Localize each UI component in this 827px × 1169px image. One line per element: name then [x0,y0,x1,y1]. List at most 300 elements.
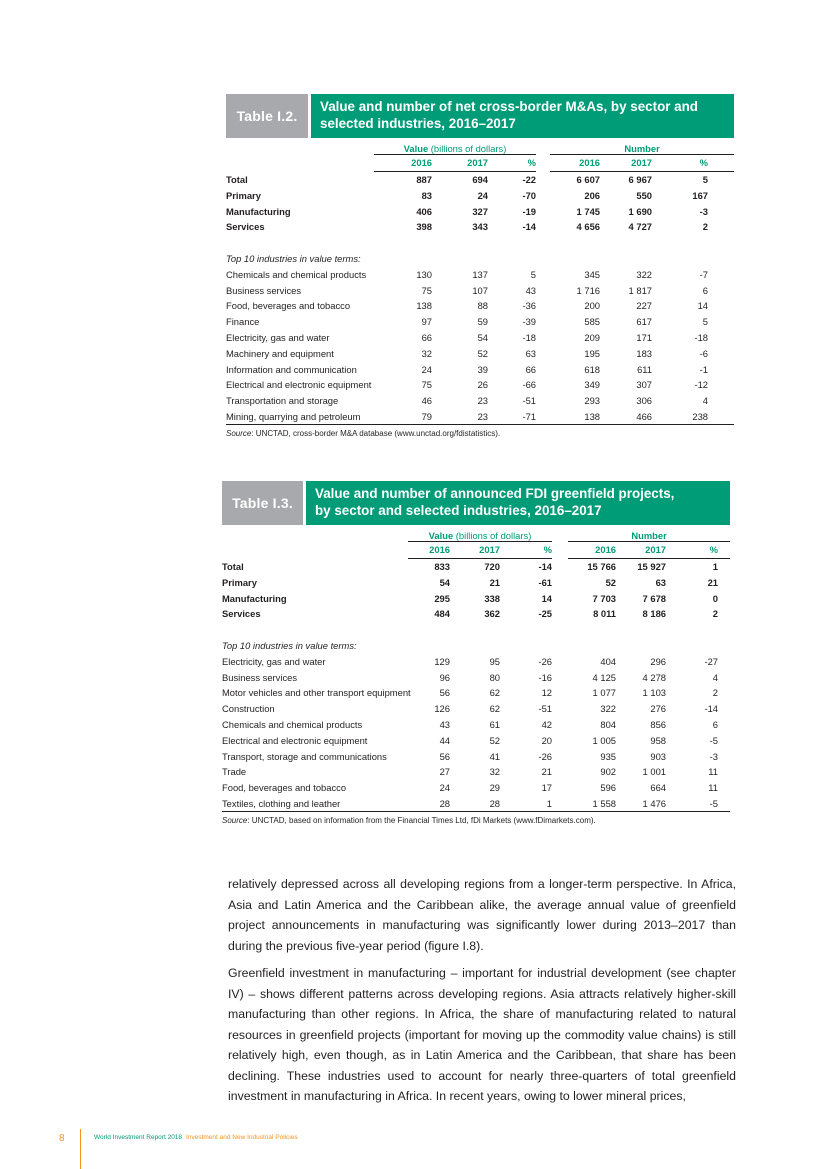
column-group-row [226,138,734,154]
row-end [718,669,730,685]
col-value-2016: 2016 [374,154,432,171]
row-end [718,717,730,733]
industry-row [222,764,730,780]
row-label: Information and communication [226,363,357,375]
table-i2-label: Table I.2. [226,94,308,138]
col-number-2016: 2016 [568,541,616,558]
year-header-row [226,154,734,171]
industry-row [222,748,730,764]
table-cell: 56 [439,687,450,699]
column-gap [552,796,568,812]
row-label: Transportation and storage [226,395,339,407]
table-cell: 14 [697,300,709,312]
industry-row [226,298,734,314]
table-cell: 5 [702,173,709,185]
column-gap [536,266,550,282]
section-label-row [222,638,730,654]
row-label: Business services [222,671,298,683]
col-number-2016: 2016 [550,154,600,171]
body-paragraph-1: relatively depressed across all developing regions from a longer-term perspective. In Africa, Asia and Latin America and the Caribbean alike, the average annual value of greenfield project announcements in manufacturing was significantly lower during 2013–2017 than during the previous five-year period (figure I.8). [228,877,736,953]
body-text [228,874,736,1114]
table-cell: 11 [708,782,719,794]
table-cell: 24 [439,782,450,794]
footer-report-subtitle: Investment and New Industrial Policies [186,1134,298,1141]
table-cell: 0 [712,592,719,604]
table-cell: 7 703 [592,592,617,604]
table-cell: 1 001 [642,766,667,778]
page-number: 8 [59,1133,65,1144]
table-cell: 664 [650,782,667,794]
row-end [708,219,734,235]
table-cell: 618 [584,363,601,375]
table-cell: -61 [538,576,553,588]
table-cell: 96 [439,671,450,683]
table-cell: 83 [421,189,432,201]
industry-row [222,780,730,796]
table-cell: 276 [650,703,667,715]
table-cell: 720 [484,560,500,572]
table-cell: 46 [421,395,432,407]
table-cell: -51 [538,703,553,715]
table-cell: 903 [650,750,667,762]
table-cell: 833 [434,560,450,572]
table-cell: 1 690 [628,205,653,217]
table-cell: 21 [707,576,719,588]
value-group-title: Value [428,529,454,541]
table-cell: 107 [472,284,488,296]
table-cell: 138 [550,409,600,425]
row-end [718,606,730,622]
table-cell: 5 [702,316,709,328]
industry-row [226,393,734,409]
table-cell: 95 [489,655,500,667]
column-gap [552,732,568,748]
row-label: Machinery and equipment [226,347,334,359]
table-i3-title-line2: by sector and selected industries, 2016–2017 [315,503,602,518]
row-label: Transport, storage and communications [222,750,387,762]
row-end [718,748,730,764]
table-cell: 54 [439,576,450,588]
table-cell: 17 [541,782,553,794]
table-cell: 8 011 [593,608,617,620]
section-label: Top 10 industries in value terms: [222,639,357,651]
table-cell: 694 [472,173,488,185]
table-cell: 958 [650,734,667,746]
table-i3 [222,481,730,825]
table-cell: 406 [416,205,432,217]
sector-row [226,219,734,235]
table-cell: 1 476 [616,796,666,812]
column-gap [552,685,568,701]
table-cell: -3 [699,205,709,217]
row-end [718,653,730,669]
col-value-2017: 2017 [450,541,500,558]
table-cell: 62 [489,687,500,699]
table-cell: -5 [666,796,718,812]
table-cell: 11 [708,766,719,778]
number-group-header: Number [550,138,734,154]
table-i2-grid [226,138,734,425]
row-label: Services [226,221,265,233]
industry-row [222,701,730,717]
table-cell: 4 727 [628,221,653,233]
table-i3-label: Table I.3. [222,481,303,525]
table-cell: 52 [477,347,488,359]
column-gap [536,219,550,235]
section-label: Top 10 industries in value terms: [226,252,361,264]
table-cell: 56 [439,750,450,762]
table-cell: 195 [584,347,601,359]
table-cell: 1 005 [592,734,617,746]
column-gap [536,330,550,346]
row-spacer [226,235,734,251]
row-label: Construction [222,703,275,715]
table-cell: 617 [636,316,653,328]
table-cell: 61 [489,718,500,730]
column-gap [536,203,550,219]
table-cell: 227 [636,300,653,312]
row-label: Finance [226,316,260,328]
row-spacer [222,622,730,638]
row-label: Motor vehicles and other transport equipment [222,687,411,699]
table-cell: 307 [636,379,653,391]
industry-row [226,282,734,298]
table-cell: -3 [709,750,719,762]
table-cell: 41 [489,750,500,762]
table-cell: 404 [600,655,617,667]
table-cell: 4 [712,671,719,683]
row-label: Primary [226,189,261,201]
column-group-row [222,525,730,541]
col-value-pct: % [500,541,552,558]
table-cell: 75 [421,379,432,391]
table-cell: 129 [434,655,450,667]
column-gap [536,393,550,409]
industry-row [226,409,734,425]
sector-row [222,606,730,622]
table-cell: 183 [636,347,653,359]
table-cell: 29 [489,782,500,794]
table-i2-title-line2: selected industries, 2016–2017 [320,116,516,131]
value-group-header [374,138,536,154]
col-number-2017: 2017 [616,541,666,558]
row-end [708,282,734,298]
row-label: Electricity, gas and water [222,655,326,667]
row-label: Food, beverages and tobacco [226,300,351,312]
table-cell: 338 [484,592,500,604]
table-cell: 362 [484,608,500,620]
column-gap [552,558,568,574]
table-cell: 466 [600,409,652,425]
table-cell: -36 [522,300,537,312]
table-cell: 138 [416,300,432,312]
table-cell: 130 [416,268,432,280]
table-cell: -25 [538,608,553,620]
table-cell: 28 [450,796,500,812]
sector-row [226,187,734,203]
col-number-2017: 2017 [600,154,652,171]
table-cell: -14 [538,560,553,572]
table-cell: -1 [699,363,709,375]
table-cell: 238 [652,409,708,425]
row-end [718,685,730,701]
industry-row [222,685,730,701]
row-label: Total [226,173,248,185]
table-cell: 23 [477,395,488,407]
table-cell: 66 [421,331,432,343]
table-cell: -5 [709,734,719,746]
table-cell: 306 [636,395,653,407]
table-cell: 611 [637,363,653,375]
column-gap [552,717,568,733]
row-end [708,171,734,187]
table-cell: 4 278 [642,671,667,683]
table-cell: 6 967 [628,173,653,185]
table-cell: 585 [584,316,601,328]
table-cell: 20 [541,734,553,746]
table-cell: 66 [525,363,537,375]
table-cell: -7 [699,268,709,280]
row-end [708,393,734,409]
footer-report-title: World Investment Report 2018 [94,1134,183,1141]
table-cell: 43 [525,284,537,296]
column-gap [552,606,568,622]
table-cell: 2 [712,608,719,620]
industry-row [222,717,730,733]
table-cell: 327 [472,205,488,217]
table-cell: -12 [694,379,709,391]
industry-row [226,330,734,346]
table-cell: 6 [702,284,709,296]
industry-row [222,653,730,669]
table-cell: -14 [704,703,719,715]
row-label: Primary [222,576,257,588]
column-gap [536,171,550,187]
table-cell: 1 [500,796,552,812]
table-cell: 209 [584,331,601,343]
column-gap [552,748,568,764]
table-cell: 596 [600,782,617,794]
table-i3-title-line1: Value and number of announced FDI greenfield projects, [315,486,675,501]
table-cell: -26 [538,655,553,667]
table-cell: 7 678 [642,592,667,604]
table-cell: 59 [477,316,488,328]
row-end [708,361,734,377]
table-cell: 345 [584,268,601,280]
row-end [708,187,734,203]
column-gap [536,298,550,314]
table-cell: 1 [712,560,719,572]
table-cell: 295 [434,592,450,604]
table-cell: 206 [584,189,601,201]
table-cell: 550 [636,189,653,201]
row-label: Total [222,560,244,572]
row-label: Business services [226,284,302,296]
table-i3-source [222,816,730,825]
table-i2-header [226,94,734,138]
industry-row [226,314,734,330]
table-cell: -26 [538,750,553,762]
table-cell: 167 [692,189,709,201]
footer-divider [80,1129,81,1169]
table-cell: -19 [522,205,537,217]
row-end [708,330,734,346]
source-label: Source [226,429,252,439]
table-cell: 15 766 [587,560,617,572]
row-label: Chemicals and chemical products [226,268,367,280]
value-group-unit: (billions of dollars) [430,142,507,154]
table-cell: 63 [525,347,537,359]
page-footer [0,1125,827,1169]
row-label: Manufacturing [226,205,291,217]
column-gap [552,653,568,669]
table-cell: 63 [655,576,667,588]
industry-row [226,361,734,377]
industry-row [222,796,730,812]
table-cell: 484 [434,608,450,620]
table-cell: -70 [522,189,537,201]
industry-row [226,377,734,393]
table-cell: -27 [704,655,719,667]
column-gap [552,780,568,796]
table-i2-title-line1: Value and number of net cross-border M&As, by sector and [320,99,698,114]
row-end [708,345,734,361]
column-gap [552,701,568,717]
row-end [718,764,730,780]
row-end [708,203,734,219]
row-label: Textiles, clothing and leather [222,796,408,812]
table-cell: 1 817 [628,284,653,296]
industry-row [226,345,734,361]
table-cell: 43 [439,718,450,730]
table-cell: 26 [477,379,488,391]
table-cell: 322 [600,703,617,715]
value-group-title: Value [403,142,429,154]
column-gap [536,345,550,361]
table-cell: 1 745 [576,205,601,217]
table-cell: 44 [439,734,450,746]
row-end [718,796,730,812]
table-cell: 349 [584,379,601,391]
column-gap [552,574,568,590]
table-cell: -16 [538,671,553,683]
table-cell: 27 [439,766,450,778]
table-cell: 15 927 [637,560,667,572]
table-cell: 296 [650,655,667,667]
column-gap [536,187,550,203]
table-cell: 39 [477,363,488,375]
table-cell: 6 [712,718,719,730]
table-cell: 200 [584,300,601,312]
row-end [718,732,730,748]
row-end [718,590,730,606]
table-cell: 23 [432,409,488,425]
section-label-row [226,251,734,267]
table-cell: 21 [541,766,553,778]
table-cell: 1 077 [592,687,617,699]
col-value-2017: 2017 [432,154,488,171]
row-end [708,266,734,282]
row-label: Electricity, gas and water [226,331,330,343]
column-gap [536,361,550,377]
industry-row [226,266,734,282]
column-gap [536,377,550,393]
row-label: Electrical and electronic equipment [226,379,372,391]
column-gap [536,409,550,425]
table-i3-title [306,481,730,525]
table-cell: -18 [694,331,709,343]
table-cell: 75 [421,284,432,296]
row-end [708,298,734,314]
table-cell: 6 607 [576,173,601,185]
table-i2-title [311,94,734,138]
row-end [718,558,730,574]
table-cell: 4 656 [576,221,601,233]
table-cell: 293 [584,395,601,407]
table-cell: 52 [489,734,500,746]
row-label: Electrical and electronic equipment [222,734,368,746]
table-cell: 32 [421,347,432,359]
value-group-unit: (billions of dollars) [455,529,532,541]
column-gap [552,764,568,780]
table-cell: 4 125 [592,671,617,683]
table-cell: 1 558 [568,796,616,812]
col-number-pct: % [652,154,708,171]
row-end [708,314,734,330]
table-i3-grid [222,525,730,812]
table-cell: 343 [472,221,488,233]
table-cell: 32 [489,766,500,778]
row-end [718,780,730,796]
table-cell: 398 [416,221,432,233]
table-cell: -6 [699,347,709,359]
row-end [718,701,730,717]
source-text: : UNCTAD, cross-border M&A database (www.unctad.org/fdistatistics). [251,429,501,439]
table-cell: 80 [489,671,500,683]
table-cell: 8 186 [642,608,667,620]
table-cell: -66 [522,379,537,391]
column-gap [536,282,550,298]
table-cell: 126 [434,703,450,715]
table-cell: 856 [650,718,667,730]
row-end [708,409,734,425]
table-cell: 887 [416,173,432,185]
table-cell: 12 [541,687,553,699]
table-cell: 902 [600,766,617,778]
row-label: Services [222,608,261,620]
table-cell: 1 103 [642,687,667,699]
table-i2 [226,94,734,438]
number-group-header: Number [568,525,730,541]
row-label: Chemicals and chemical products [222,718,363,730]
col-number-pct: % [666,541,718,558]
year-header-row [222,541,730,558]
table-cell: -71 [488,409,536,425]
table-cell: 4 [702,395,709,407]
sector-row [222,574,730,590]
table-cell: 24 [421,363,432,375]
table-cell: 2 [712,687,719,699]
table-cell: 2 [702,221,709,233]
table-cell: 88 [477,300,488,312]
table-cell: -22 [522,173,537,185]
table-i2-source [226,429,734,438]
table-cell: 5 [530,268,537,280]
source-text: : UNCTAD, based on information from the Financial Times Ltd, fDi Markets (www.fDimarkets.com). [247,816,596,826]
row-end [718,574,730,590]
table-cell: 79 [374,409,432,425]
source-label: Source [222,816,248,826]
